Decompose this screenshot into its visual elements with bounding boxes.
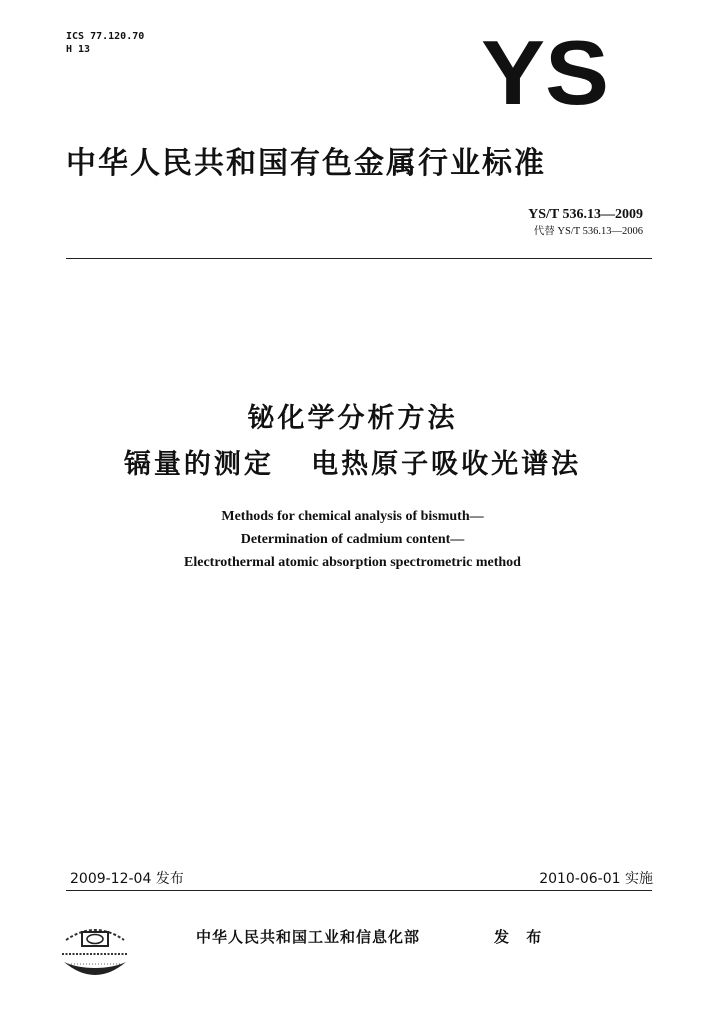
title-en <box>0 505 705 574</box>
title-cn-line1: 铋化学分析方法 <box>247 403 458 434</box>
title-cn-line2: 镉量的测定 电热原子吸收光谱法 <box>123 449 582 480</box>
title-en-line2: Determination of cadmium content— <box>240 532 465 547</box>
replaces-standard: 代替 YS/T 536.13—2006 <box>533 226 643 237</box>
ics-code: ICS 77.120.70 <box>66 31 145 42</box>
implement-date: 2010-06-01 实施 <box>539 871 653 887</box>
ccs-code: H 13 <box>66 44 91 55</box>
top-divider <box>66 258 652 259</box>
bottom-divider <box>66 890 652 891</box>
industry-standard-title: 中华人民共和国有色金属行业标准 <box>66 146 546 181</box>
title-en-line1: Methods for chemical analysis of bismuth— <box>221 509 484 524</box>
classification-codes <box>66 30 144 56</box>
issuer-seal-icon <box>58 918 132 984</box>
publish-date: 2009-12-04 发布 <box>70 871 184 887</box>
title-en-line3: Electrothermal atomic absorption spectrometric method <box>184 555 521 570</box>
standard-number: YS/T 536.13—2009 <box>528 207 643 222</box>
ys-logo <box>470 30 620 115</box>
standard-number-block <box>528 207 643 238</box>
ys-logo-text: YS <box>480 30 610 115</box>
issue-label: 发 布 <box>494 928 548 946</box>
issuing-authority: 中华人民共和国工业和信息化部 <box>196 928 421 946</box>
